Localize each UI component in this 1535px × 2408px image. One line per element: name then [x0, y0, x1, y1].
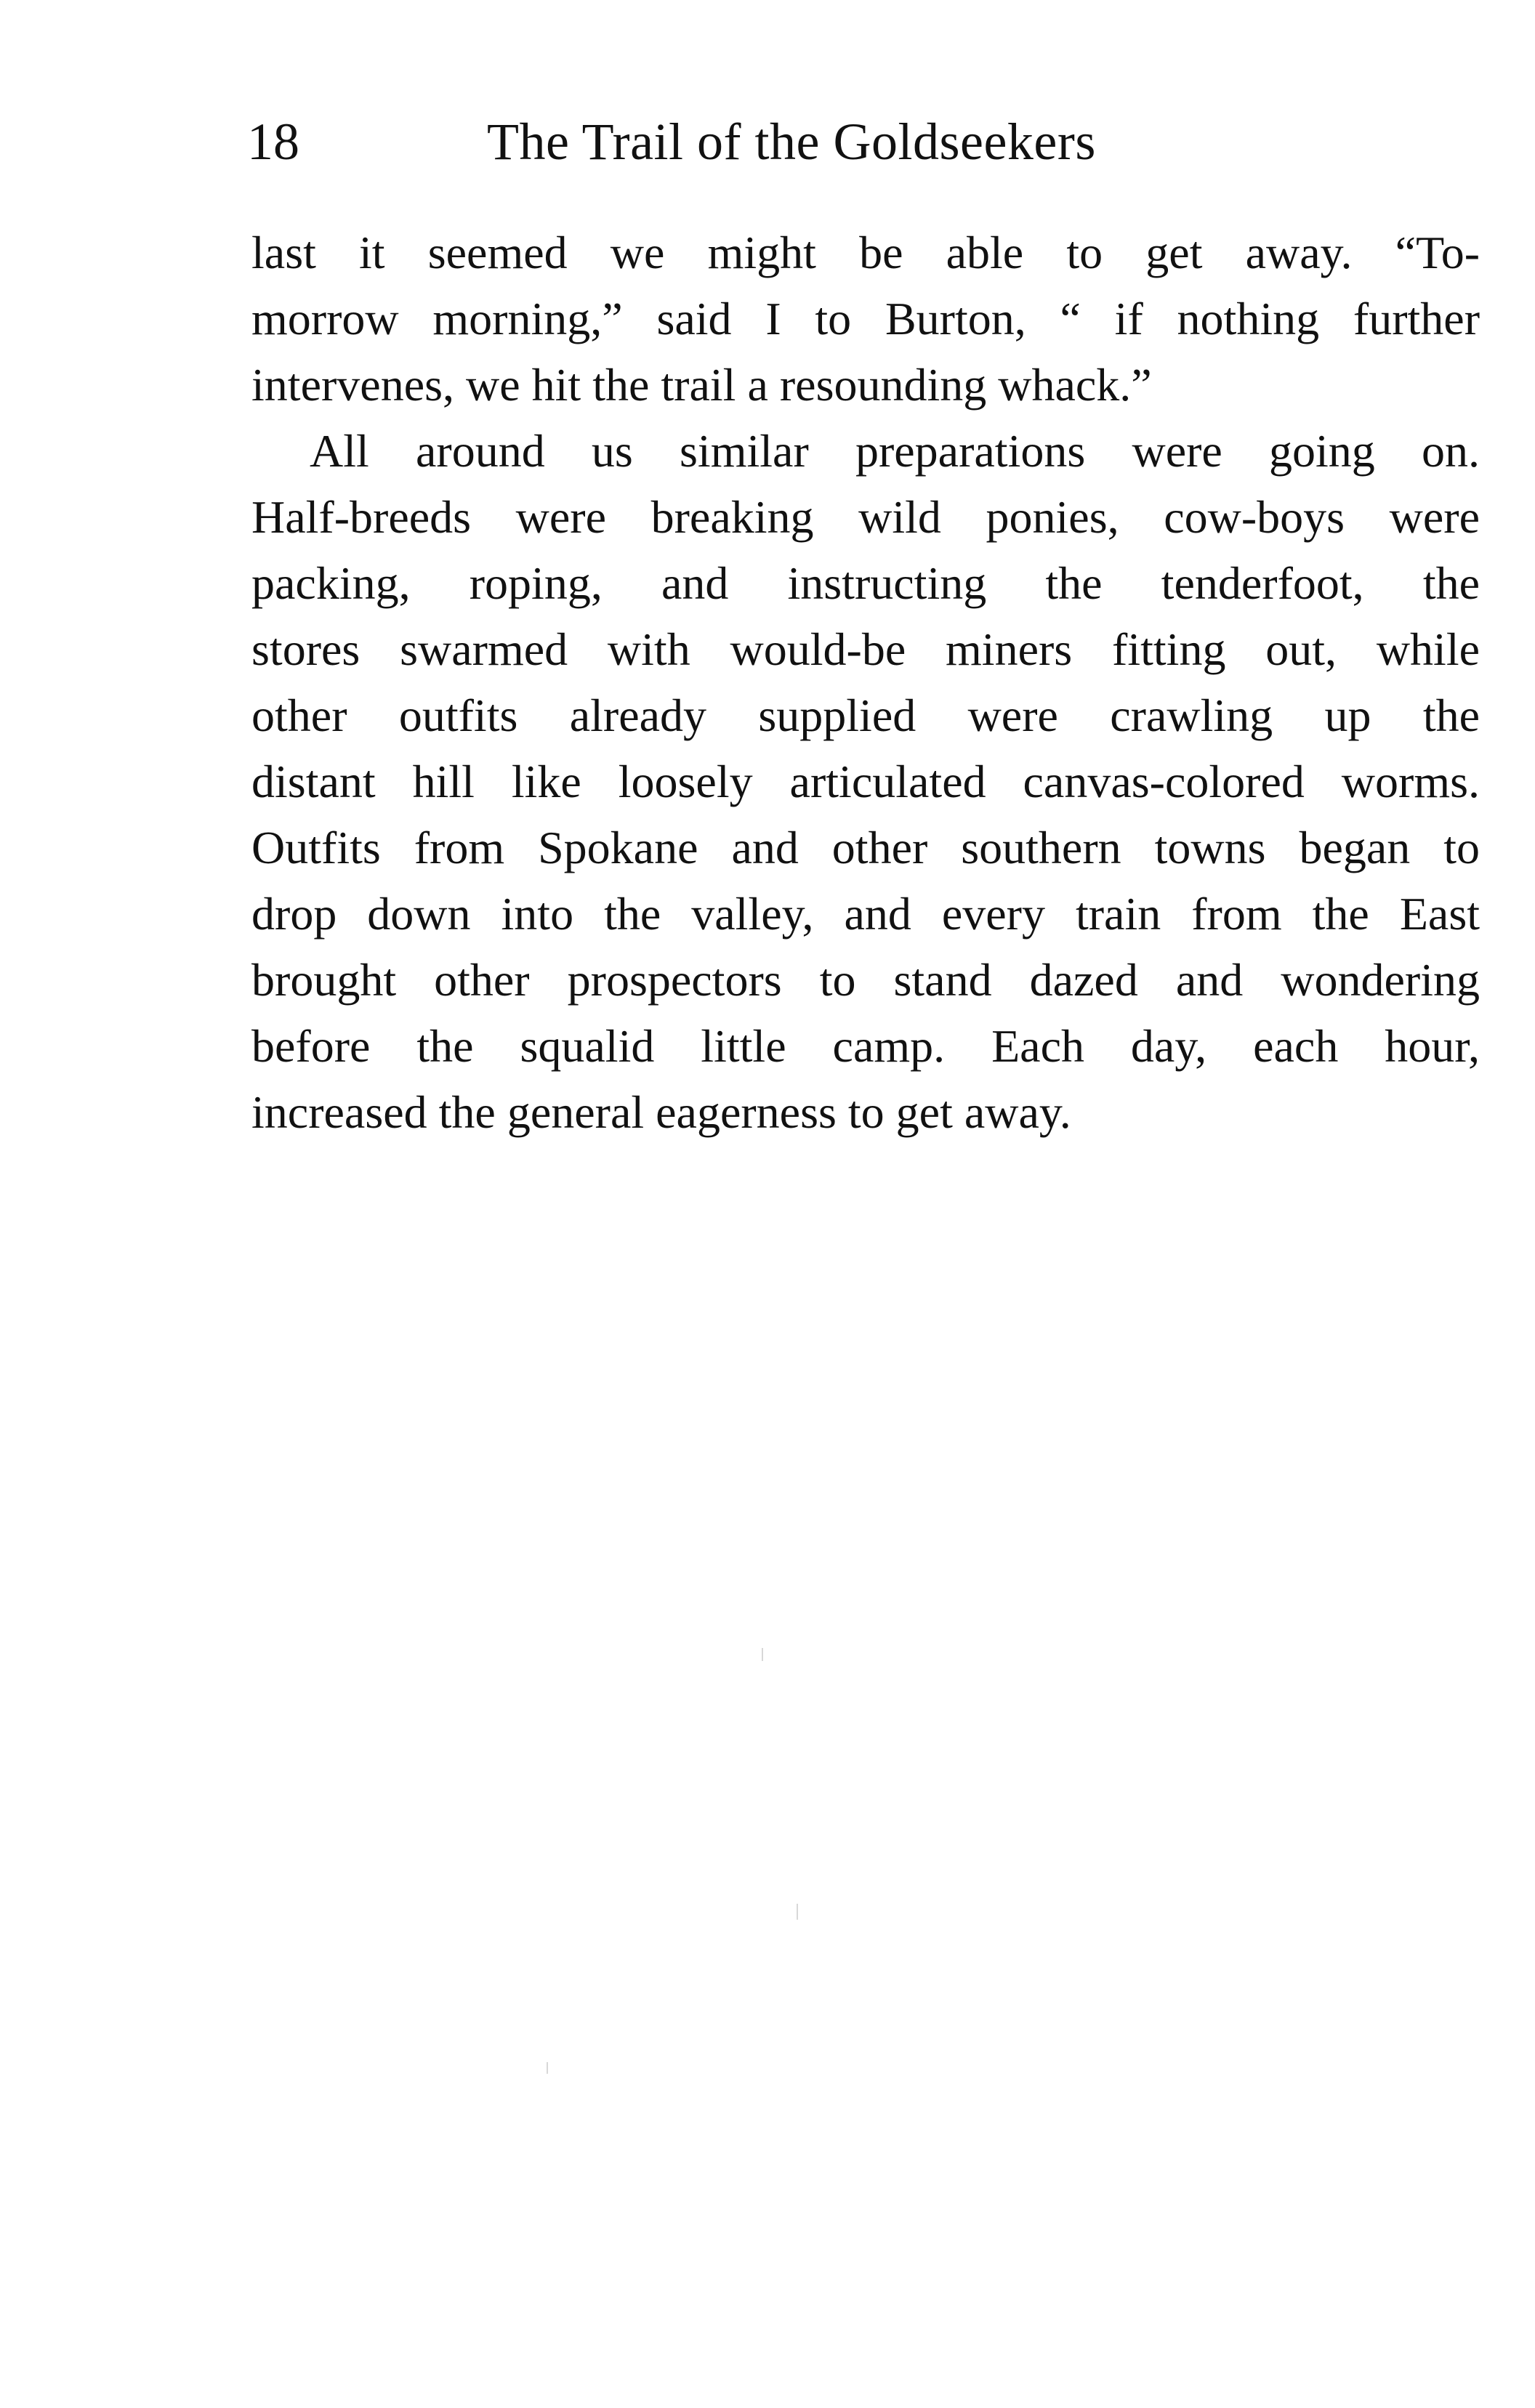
- text-line: drop down into the valley, and every train from the East: [251, 888, 1480, 940]
- text-line: Half-breeds were breaking wild ponies, cow-boys were: [251, 491, 1480, 543]
- text-line: morrow morning,” said I to Burton, “ if nothing further: [251, 293, 1480, 344]
- paper-speck: [797, 1904, 798, 1920]
- text-line: packing, roping, and instructing the tenderfoot, the: [251, 557, 1480, 609]
- text-line: increased the general eagerness to get away.: [251, 1086, 1071, 1138]
- text-line: before the squalid little camp. Each day, each hour,: [251, 1020, 1480, 1072]
- text-line: last it seemed we might be able to get away. “To-: [251, 227, 1480, 278]
- paper-speck: [547, 2062, 548, 2074]
- text-line: stores swarmed with would-be miners fitting out, while: [251, 623, 1480, 675]
- paper-speck: [762, 1648, 763, 1661]
- text-line: Outfits from Spokane and other southern towns began to: [251, 822, 1480, 873]
- text-line: distant hill like loosely articulated canvas-colored worms.: [251, 756, 1480, 807]
- text-line: intervenes, we hit the trail a resounding whack.”: [251, 359, 1152, 411]
- paragraph-1: [251, 219, 1480, 418]
- text-line: All around us similar preparations were going on.: [310, 425, 1480, 477]
- paragraph-2: [251, 418, 1480, 1145]
- page-number: 18: [247, 113, 299, 171]
- text-line: brought other prospectors to stand dazed and wondering: [251, 954, 1480, 1006]
- running-head: [247, 109, 1483, 174]
- body-text: [251, 219, 1480, 1145]
- running-title: The Trail of the Goldseekers: [487, 113, 1096, 171]
- text-line: other outfits already supplied were crawling up the: [251, 690, 1480, 741]
